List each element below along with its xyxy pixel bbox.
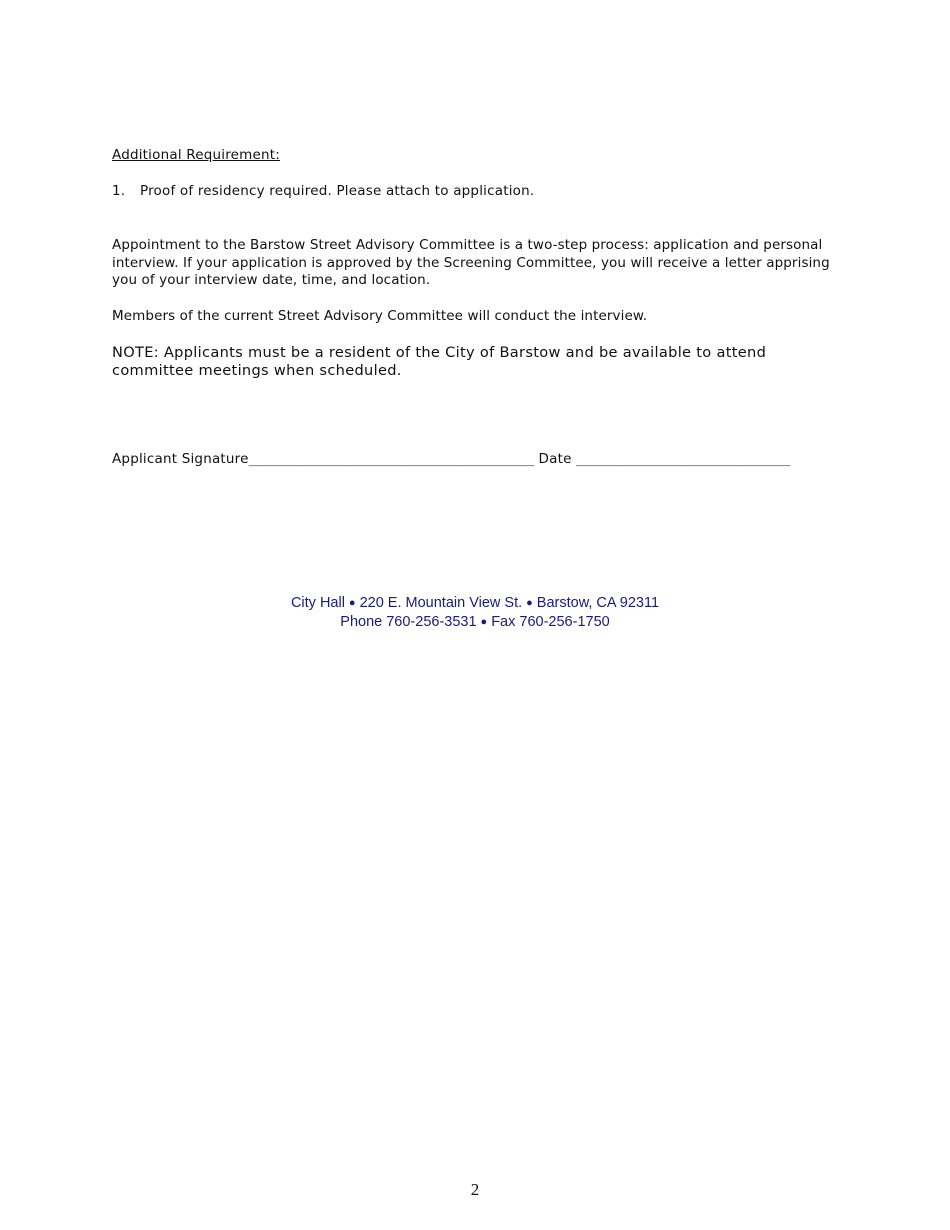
applicant-signature-line: ____________________________________ (248, 451, 535, 467)
footer-address (0, 595, 950, 611)
page-number: 2 (470, 1180, 480, 1199)
list-item-text: Proof of residency required. Please attach to application. (140, 183, 535, 199)
signature-row (112, 451, 790, 467)
note-paragraph: NOTE: Applicants must be a resident of the City of Barstow and be available to attend committee meetings when scheduled. (112, 344, 767, 379)
list-item-number: 1. (112, 183, 126, 199)
applicant-signature-label: Applicant Signature (112, 451, 249, 467)
date-line: ___________________________ (576, 451, 791, 467)
section-heading: Additional Requirement: (112, 147, 281, 163)
bullet-icon: ● (526, 597, 533, 609)
footer-contact (0, 614, 950, 630)
date-label: Date (538, 451, 572, 467)
footer-city-state-zip: Barstow, CA 92311 (536, 595, 660, 611)
footer-fax: Fax 760-256-1750 (491, 614, 610, 630)
list-item (112, 183, 534, 199)
bullet-icon: ● (480, 616, 488, 628)
footer-city-hall: City Hall (290, 595, 345, 611)
interview-paragraph: Members of the current Street Advisory Committee will conduct the interview. (112, 308, 648, 324)
footer-phone: Phone 760-256-3531 (340, 614, 477, 630)
process-paragraph: Appointment to the Barstow Street Advisory Committee is a two-step process: application and personal interview. If your application is approved by the Screening Committee, you will receive a letter apprising you of your interview date, time, and location. (112, 237, 830, 288)
footer-street: 220 E. Mountain View St. (359, 595, 523, 611)
bullet-icon: ● (348, 597, 356, 609)
